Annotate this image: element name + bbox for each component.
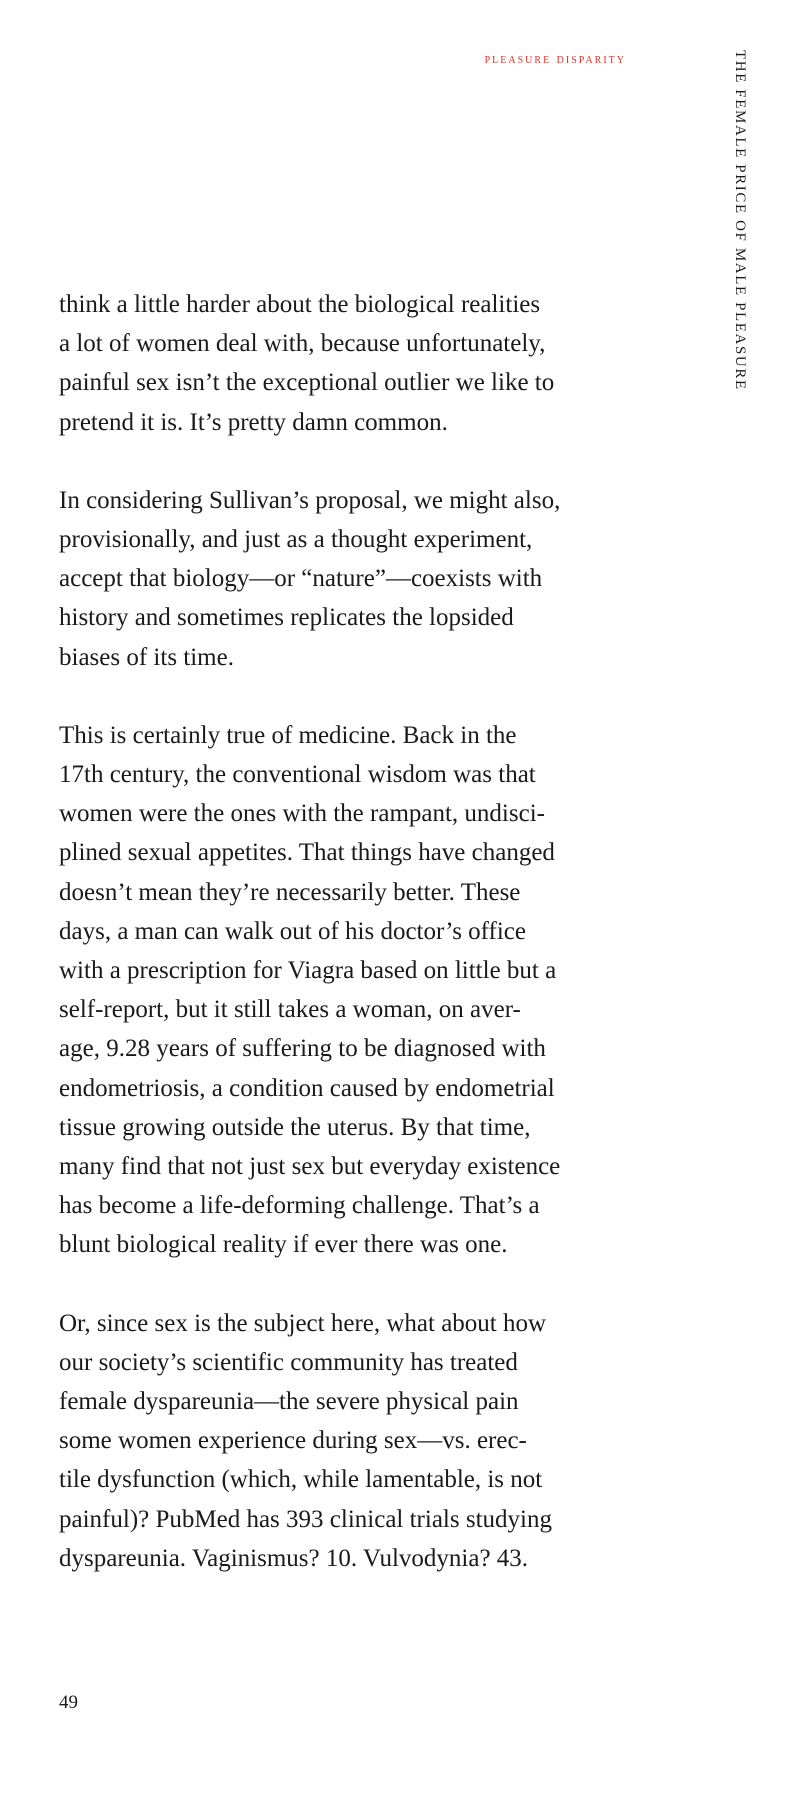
paragraph-4: Or, since sex is the subject here, what about how our society’s scientific community has treated female dyspareunia—the severe physical pain some women experience during sex—vs. erec- tile dysfunction (which, while lamentable, is not painful)? PubMed has 393 clinical trials studying dyspareunia. Vaginismus? 10. Vulvodynia? 43. — [59, 1309, 552, 1572]
body-text — [59, 285, 639, 1617]
page-number: 49 — [59, 1692, 78, 1713]
paragraph-2: In considering Sullivan’s proposal, we might also, provisionally, and just as a thought experiment, accept that biology—or “nature”—coexists with history and sometimes replicates the lopsided biases of its time. — [59, 486, 561, 671]
side-running-title: THE FEMALE PRICE OF MALE PLEASURE — [732, 50, 748, 391]
paragraph-1: think a little harder about the biological realities a lot of women deal with, because unfortunately, painful sex isn’t the exceptional outlier we like to pretend it is. It’s pretty damn common. — [59, 291, 555, 436]
section-header: pleasure disparity — [484, 52, 626, 67]
paragraph-3: This is certainly true of medicine. Back in the 17th century, the conventional wisdom was that women were the ones with the rampant, undisci- plined sexual appetites. That things have changed doesn’t mean they’re necessarily better. These days, a man can walk out of his doctor’s office with a prescription for Viagra based on little but a self-report, but it still takes a woman, on aver- age, 9.28 years of suffering to be diagnosed with endometriosis, a condition caused by endometrial tissue growing outside the uterus. By that time, many find that not just sex but everyday existence has become a life-deforming challenge. That’s a blunt biological reality if ever there was one. — [59, 721, 561, 1259]
